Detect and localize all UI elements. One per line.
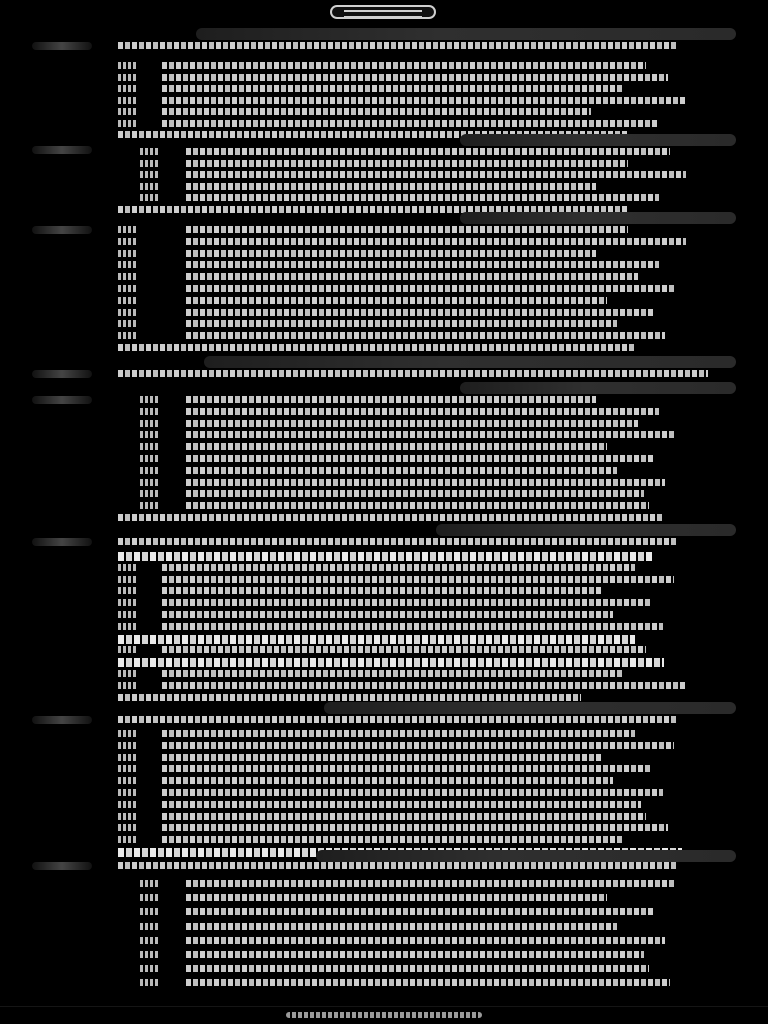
list-item-number bbox=[140, 908, 160, 915]
footer bbox=[286, 1012, 482, 1018]
list-item-number bbox=[140, 979, 160, 986]
section-header bbox=[196, 28, 736, 40]
list-item-number bbox=[140, 467, 160, 474]
list-item bbox=[186, 160, 628, 167]
list-item-number bbox=[140, 965, 160, 972]
list-item bbox=[186, 443, 607, 450]
list-item bbox=[186, 194, 659, 201]
list-item-number bbox=[118, 824, 138, 831]
list-item-number bbox=[118, 261, 138, 268]
list-item-number bbox=[140, 160, 160, 167]
list-item bbox=[162, 599, 652, 606]
list-item bbox=[186, 431, 675, 438]
list-item bbox=[186, 261, 659, 268]
list-item-number bbox=[140, 431, 160, 438]
list-item-number bbox=[118, 226, 138, 233]
list-item-number bbox=[140, 490, 160, 497]
list-item bbox=[186, 238, 686, 245]
list-item bbox=[186, 908, 654, 915]
list-item-number bbox=[118, 765, 138, 772]
list-item-number bbox=[118, 120, 138, 127]
list-item bbox=[162, 564, 635, 571]
list-item bbox=[162, 789, 663, 796]
list-item-number bbox=[118, 813, 138, 820]
list-item bbox=[162, 85, 624, 92]
list-item bbox=[118, 344, 635, 351]
list-item-number bbox=[140, 420, 160, 427]
list-item bbox=[186, 148, 670, 155]
list-item-number bbox=[140, 479, 160, 486]
list-item bbox=[186, 171, 686, 178]
section-header bbox=[316, 850, 736, 862]
list-item bbox=[186, 332, 665, 339]
list-item bbox=[162, 765, 652, 772]
list-item bbox=[186, 467, 617, 474]
list-item bbox=[186, 309, 654, 316]
list-item-number bbox=[140, 194, 160, 201]
list-item-number bbox=[140, 880, 160, 887]
timestamp-badge bbox=[32, 42, 92, 50]
list-item bbox=[162, 108, 591, 115]
list-item-number bbox=[118, 611, 138, 618]
list-item bbox=[186, 320, 617, 327]
list-item bbox=[186, 183, 596, 190]
list-item bbox=[162, 777, 613, 784]
list-item-number bbox=[118, 309, 138, 316]
list-item-number bbox=[118, 599, 138, 606]
list-item bbox=[186, 285, 675, 292]
section-intro-text bbox=[118, 862, 678, 869]
timestamp-badge bbox=[32, 146, 92, 154]
list-item bbox=[186, 880, 675, 887]
list-item-number bbox=[118, 285, 138, 292]
list-item bbox=[162, 682, 685, 689]
timestamp-badge bbox=[32, 862, 92, 870]
list-item-number bbox=[140, 894, 160, 901]
list-item bbox=[162, 97, 685, 104]
list-item bbox=[186, 490, 644, 497]
timestamp-badge bbox=[32, 396, 92, 404]
list-item bbox=[186, 894, 607, 901]
list-item-number bbox=[140, 148, 160, 155]
list-item bbox=[186, 479, 665, 486]
list-item bbox=[186, 965, 649, 972]
list-item-number bbox=[118, 320, 138, 327]
list-item bbox=[162, 576, 674, 583]
list-item-number bbox=[140, 502, 160, 509]
list-item bbox=[162, 587, 602, 594]
list-item bbox=[162, 836, 624, 843]
list-item bbox=[118, 514, 664, 521]
section-intro-text bbox=[118, 716, 678, 723]
list-item bbox=[186, 951, 644, 958]
list-item-number bbox=[140, 455, 160, 462]
list-item-number bbox=[118, 682, 138, 689]
list-item bbox=[186, 979, 670, 986]
list-item-number bbox=[118, 836, 138, 843]
list-item bbox=[186, 408, 659, 415]
list-item-number bbox=[140, 171, 160, 178]
list-item bbox=[162, 74, 668, 81]
list-item-number bbox=[118, 564, 138, 571]
list-item-number bbox=[118, 273, 138, 280]
section-intro-text bbox=[118, 42, 678, 49]
list-item bbox=[186, 923, 617, 930]
list-item bbox=[162, 623, 663, 630]
list-item-number bbox=[118, 576, 138, 583]
timestamp-badge bbox=[32, 716, 92, 724]
list-item bbox=[162, 611, 613, 618]
list-item-number bbox=[118, 670, 138, 677]
list-item bbox=[186, 937, 665, 944]
list-item bbox=[162, 670, 624, 677]
list-item bbox=[162, 120, 657, 127]
app-logo bbox=[330, 5, 436, 19]
list-item bbox=[162, 754, 602, 761]
list-item-number bbox=[118, 646, 138, 653]
list-item bbox=[118, 694, 581, 701]
list-item-number bbox=[118, 777, 138, 784]
list-item-number bbox=[140, 396, 160, 403]
timestamp-badge bbox=[32, 226, 92, 234]
section-header bbox=[460, 382, 736, 394]
list-item bbox=[186, 502, 649, 509]
list-item-number bbox=[118, 297, 138, 304]
list-item-number bbox=[118, 85, 138, 92]
list-item bbox=[186, 297, 607, 304]
list-item bbox=[162, 742, 674, 749]
list-item bbox=[162, 730, 635, 737]
list-item-number bbox=[140, 183, 160, 190]
subheading bbox=[118, 658, 664, 667]
list-item-number bbox=[140, 923, 160, 930]
section-intro-text bbox=[118, 370, 708, 377]
list-item-number bbox=[118, 62, 138, 69]
list-item-number bbox=[118, 332, 138, 339]
list-item-number bbox=[118, 587, 138, 594]
footer-divider bbox=[0, 1006, 768, 1007]
list-item-number bbox=[118, 623, 138, 630]
list-item-number bbox=[140, 951, 160, 958]
timestamp-badge bbox=[32, 538, 92, 546]
list-item bbox=[186, 226, 628, 233]
list-item-number bbox=[118, 789, 138, 796]
list-item-number bbox=[118, 238, 138, 245]
list-item-number bbox=[118, 97, 138, 104]
subheading bbox=[118, 635, 635, 644]
list-item-number bbox=[140, 408, 160, 415]
list-item bbox=[162, 801, 641, 808]
list-item-number bbox=[118, 108, 138, 115]
list-item bbox=[162, 646, 646, 653]
list-item-number bbox=[140, 937, 160, 944]
section-intro-text bbox=[118, 538, 678, 545]
list-item-number bbox=[118, 74, 138, 81]
list-item bbox=[186, 273, 638, 280]
list-item bbox=[162, 813, 646, 820]
list-item bbox=[186, 250, 596, 257]
section-header bbox=[204, 356, 736, 368]
section-header bbox=[460, 134, 736, 146]
subheading bbox=[118, 552, 653, 561]
list-item-number bbox=[118, 250, 138, 257]
list-item bbox=[186, 396, 596, 403]
list-item bbox=[162, 62, 646, 69]
list-item-number bbox=[118, 730, 138, 737]
list-item bbox=[186, 455, 654, 462]
section-header bbox=[460, 212, 736, 224]
list-item-number bbox=[118, 801, 138, 808]
list-item bbox=[186, 420, 638, 427]
list-item bbox=[162, 824, 668, 831]
timestamp-badge bbox=[32, 370, 92, 378]
section-header bbox=[436, 524, 736, 536]
section-header bbox=[324, 702, 736, 714]
list-item-number bbox=[118, 742, 138, 749]
list-item-number bbox=[118, 754, 138, 761]
list-item-number bbox=[140, 443, 160, 450]
